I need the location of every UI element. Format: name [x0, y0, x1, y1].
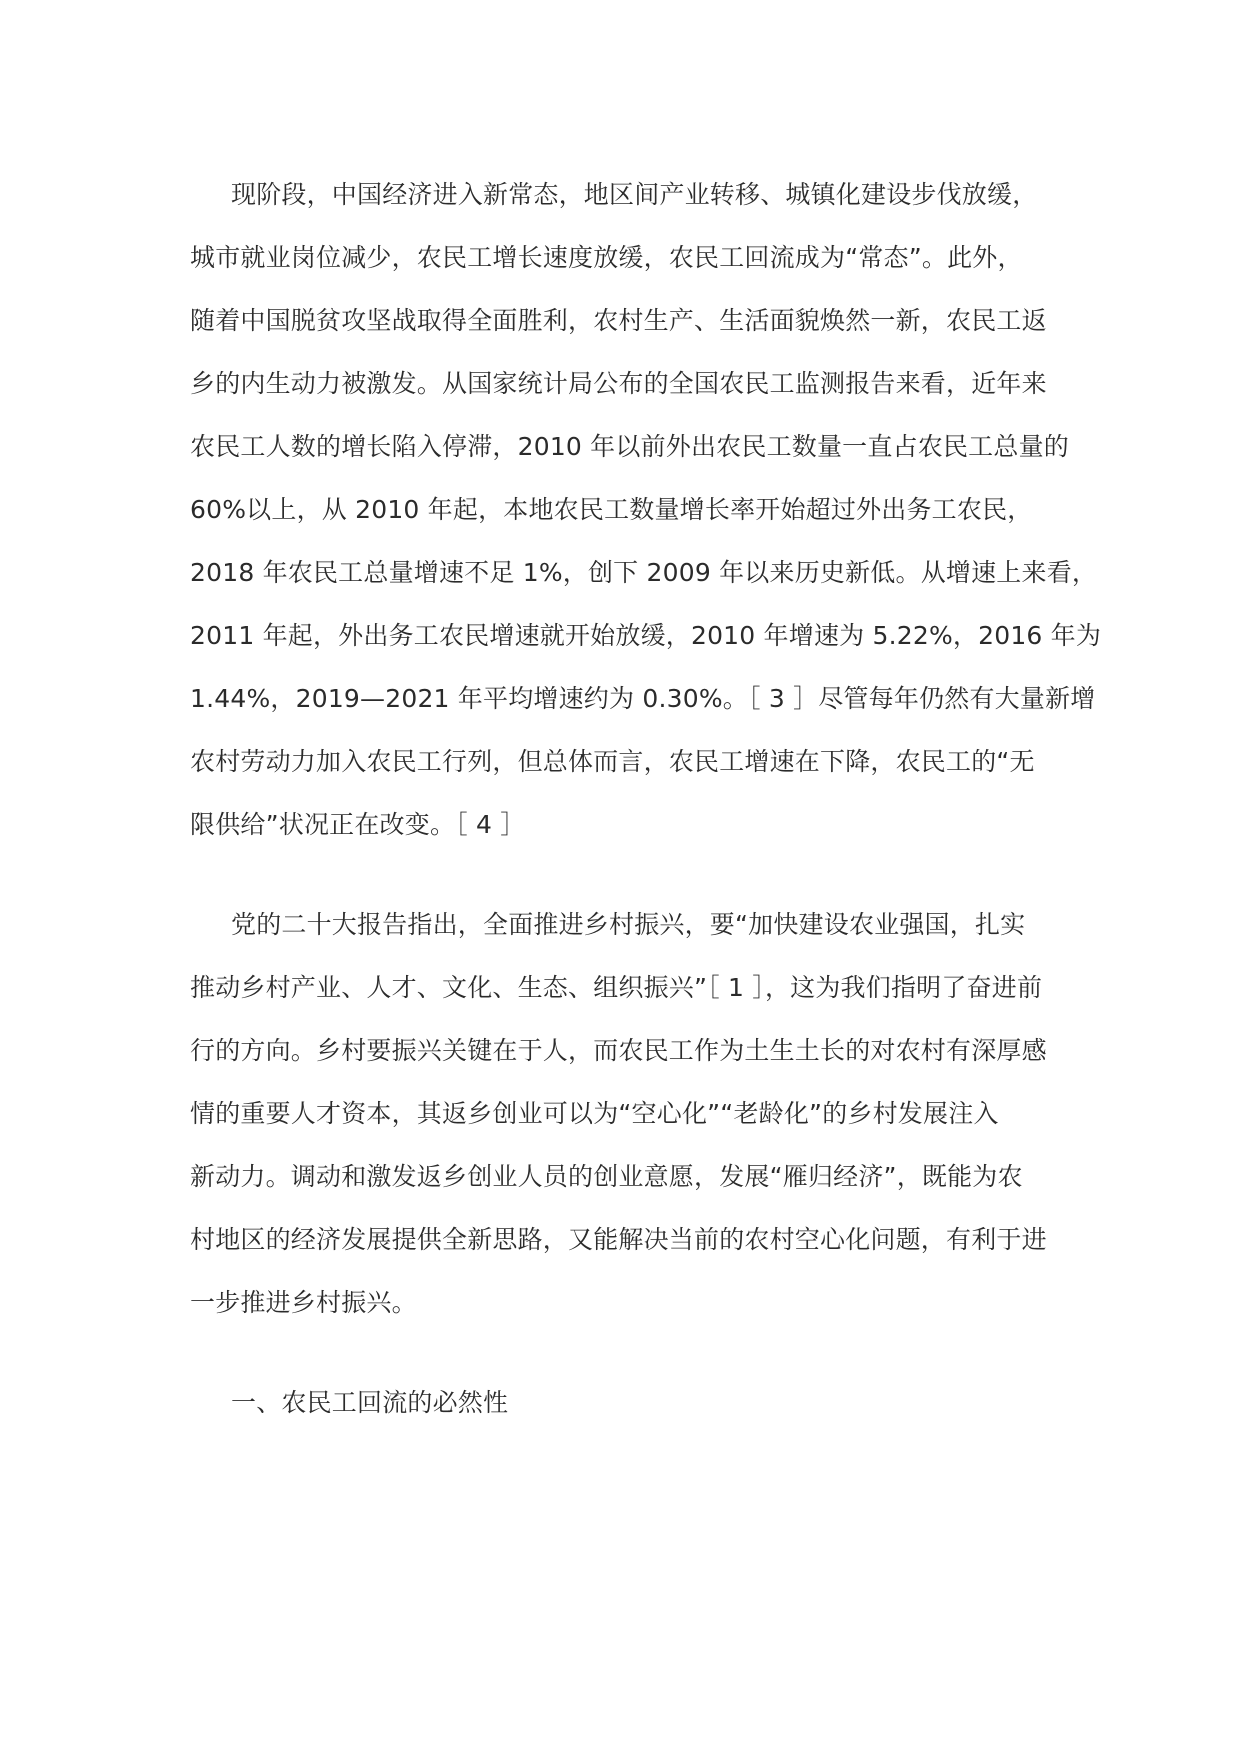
paragraph-line: 推动乡村产业、人才、文化、生态、组织振兴”［ 1 ］，这为我们指明了奋进前: [190, 973, 1043, 1002]
paragraph-line: 2011 年起，外出务工农民增速就开始放缓，2010 年增速为 5.22%，2016 年为: [190, 621, 1102, 650]
paragraph-line: 2018 年农民工总量增速不足 1%，创下 2009 年以来历史新低。从增速上来看，: [190, 558, 1098, 587]
paragraph-line: 随着中国脱贫攻坚战取得全面胜利，农村生产、生活面貌焕然一新，农民工返: [190, 306, 1047, 335]
paragraph-line: 乡的内生动力被激发。从国家统计局公布的全国农民工监测报告来看，近年来: [190, 369, 1047, 398]
paragraph-line: 党的二十大报告指出，全面推进乡村振兴，要“加快建设农业强国，扎实: [231, 910, 1026, 939]
paragraph-line: 1.44%，2019—2021 年平均增速约为 0.30%。［ 3 ］尽管每年仍然有大量新增: [190, 684, 1096, 713]
paragraph-line: 新动力。调动和激发返乡创业人员的创业意愿，发展“雁归经济”，既能为农: [190, 1162, 1023, 1191]
paragraph-line: 行的方向。乡村要振兴关键在于人，而农民工作为土生土长的对农村有深厚感: [190, 1036, 1047, 1065]
paragraph-line: 60%以上，从 2010 年起，本地农民工数量增长率开始超过外出务工农民，: [190, 495, 1033, 524]
paragraph-line: 农村劳动力加入农民工行列，但总体而言，农民工增速在下降，农民工的“无: [190, 747, 1035, 776]
paragraph-line: 农民工人数的增长陷入停滞，2010 年以前外出农民工数量一直占农民工总量的: [190, 432, 1069, 461]
paragraph-line: 一步推进乡村振兴。: [190, 1288, 417, 1317]
paragraph-line: 现阶段，中国经济进入新常态，地区间产业转移、城镇化建设步伐放缓，: [231, 180, 1038, 209]
paragraph-line: 村地区的经济发展提供全新思路，又能解决当前的农村空心化问题，有利于进: [190, 1225, 1047, 1254]
paragraph-line: 城市就业岗位减少，农民工增长速度放缓，农民工回流成为“常态”。此外，: [190, 243, 1023, 272]
paragraph-line: 限供给”状况正在改变。［ 4 ］: [190, 810, 526, 839]
section-heading: 一、农民工回流的必然性: [231, 1388, 509, 1417]
paragraph-line: 情的重要人才资本，其返乡创业可以为“空心化”“老龄化”的乡村发展注入: [190, 1099, 999, 1128]
